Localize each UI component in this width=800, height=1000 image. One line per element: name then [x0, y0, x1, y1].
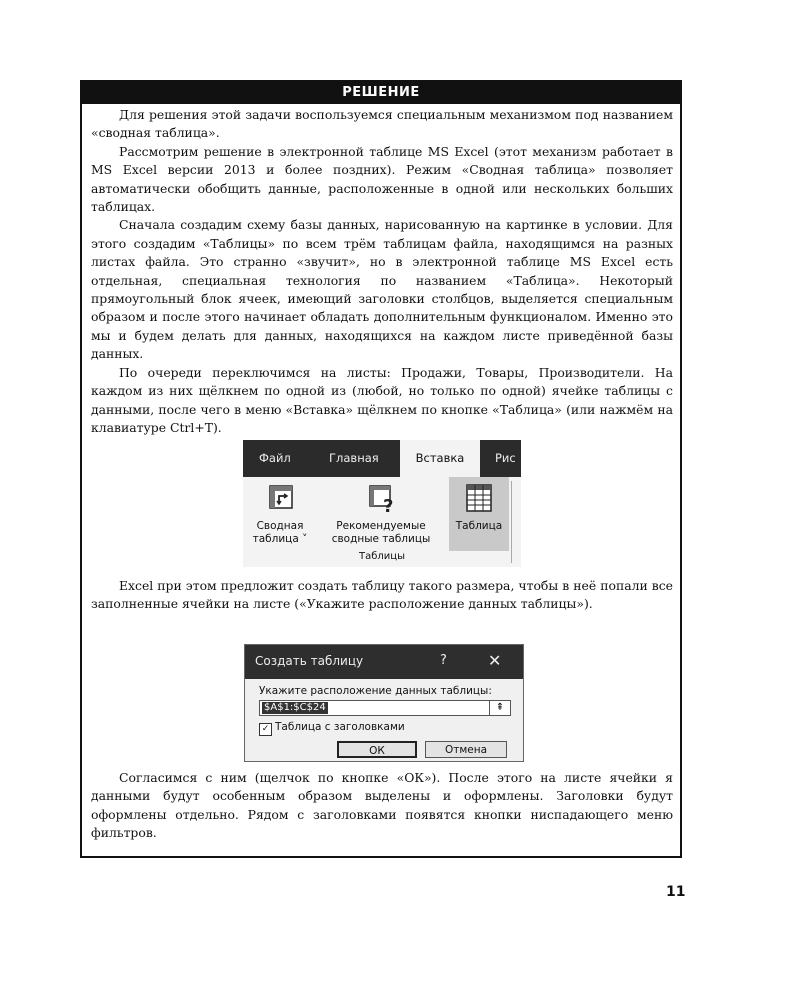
range-input-value: $A$1:$C$24	[264, 702, 326, 713]
recommended-pivot-button[interactable]	[329, 477, 433, 551]
cancel-button[interactable]: Отмена	[425, 741, 507, 758]
dialog-body	[245, 679, 523, 762]
ribbon-group-label: Таблицы	[359, 551, 405, 562]
ribbon-separator	[511, 481, 512, 563]
pivot-table-icon	[267, 483, 295, 511]
dialog-title: Создать таблицу	[255, 654, 364, 668]
table-button-label: Таблица	[455, 520, 503, 532]
dialog-titlebar	[245, 645, 523, 679]
excel-ribbon-screenshot	[243, 440, 521, 567]
tab-draw[interactable]: Рис	[495, 451, 516, 465]
body-text-top	[91, 106, 673, 437]
table-button[interactable]	[449, 477, 509, 551]
ok-button[interactable]: ОК	[337, 741, 417, 758]
collapse-dialog-icon[interactable]: ⇞	[489, 701, 510, 715]
pivot-table-button[interactable]	[249, 477, 311, 551]
table-icon	[464, 482, 494, 514]
svg-text:?: ?	[383, 496, 394, 513]
ribbon-tab-bar	[243, 440, 521, 477]
ribbon-body	[243, 477, 521, 567]
section-header: РЕШЕНИЕ	[82, 82, 680, 104]
pivot-table-label: Сводная таблица ˅	[252, 520, 308, 545]
paragraph: Рассмотрим решение в электронной таблице MS Excel (этот механизм работает в MS Excel версии 2013 и более поздних). Режим «Сводная таблица» позволяет автоматически обобщить данные, расположенные в одной или нескольких больших таблицах.	[91, 143, 673, 215]
body-text-bottom	[91, 769, 673, 843]
paragraph: Для решения этой задачи воспользуемся специальным механизмом под названием «сводная таблица».	[91, 107, 673, 141]
tab-insert[interactable]: Вставка	[400, 440, 480, 477]
paragraph: Сначала создадим схему базы данных, нарисованную на картинке в условии. Для этого создадим «Таблицы» по всем трём таблицам файла, находящимся на разных листах файла. Это странно «звучит», но в электронной таблице MS Excel есть отдельная, специальная технология по названием «Таблица». Некоторый прямоугольный блок ячеек, имеющий заголовки столбцов, выделяется специальным образом и после этого начинает обладать дополнительным функционалом. Именно это мы и будем делать для данных, находящихся на каждом листе приведённой базы данных.	[91, 217, 673, 362]
tab-home[interactable]: Главная	[329, 451, 379, 465]
headers-checkbox[interactable]: ✓	[259, 723, 272, 736]
recommended-pivot-icon	[367, 483, 397, 513]
paragraph: Согласимся с ним (щелчок по кнопке «ОК»). После этого на листе ячейки я данными будут особенным образом выделены и оформлены. Заголовки будут оформлены отдельно. Рядом с заголовками появятся кнопки ниспадающего меню фильтров.	[91, 770, 673, 841]
paragraph: По очереди переключимся на листы: Продажи, Товары, Производители. На каждом из них щёлкнем по одной из (любой, но только по одной) ячейке таблицы с данными, после чего в меню «Вставка» щёлкнем по кнопке «Таблица» (или нажмём на клавиатуре Ctrl+T).	[91, 364, 673, 435]
paragraph: Excel при этом предложит создать таблицу такого размера, чтобы в неё попали все заполненные ячейки на листе («Укажите расположение данных таблицы»).	[91, 578, 673, 612]
range-prompt-label: Укажите расположение данных таблицы:	[259, 685, 492, 697]
body-text-mid	[91, 577, 673, 614]
range-input[interactable]	[259, 700, 511, 716]
page-number: 11	[666, 884, 686, 900]
close-icon[interactable]: ✕	[488, 651, 502, 670]
tab-file[interactable]: Файл	[259, 451, 291, 465]
headers-checkbox-label: Таблица с заголовками	[275, 721, 405, 733]
create-table-dialog	[244, 644, 524, 762]
solution-frame	[80, 80, 682, 858]
help-icon[interactable]: ?	[440, 653, 447, 668]
recommended-pivot-label: Рекомендуемые сводные таблицы	[331, 520, 431, 545]
